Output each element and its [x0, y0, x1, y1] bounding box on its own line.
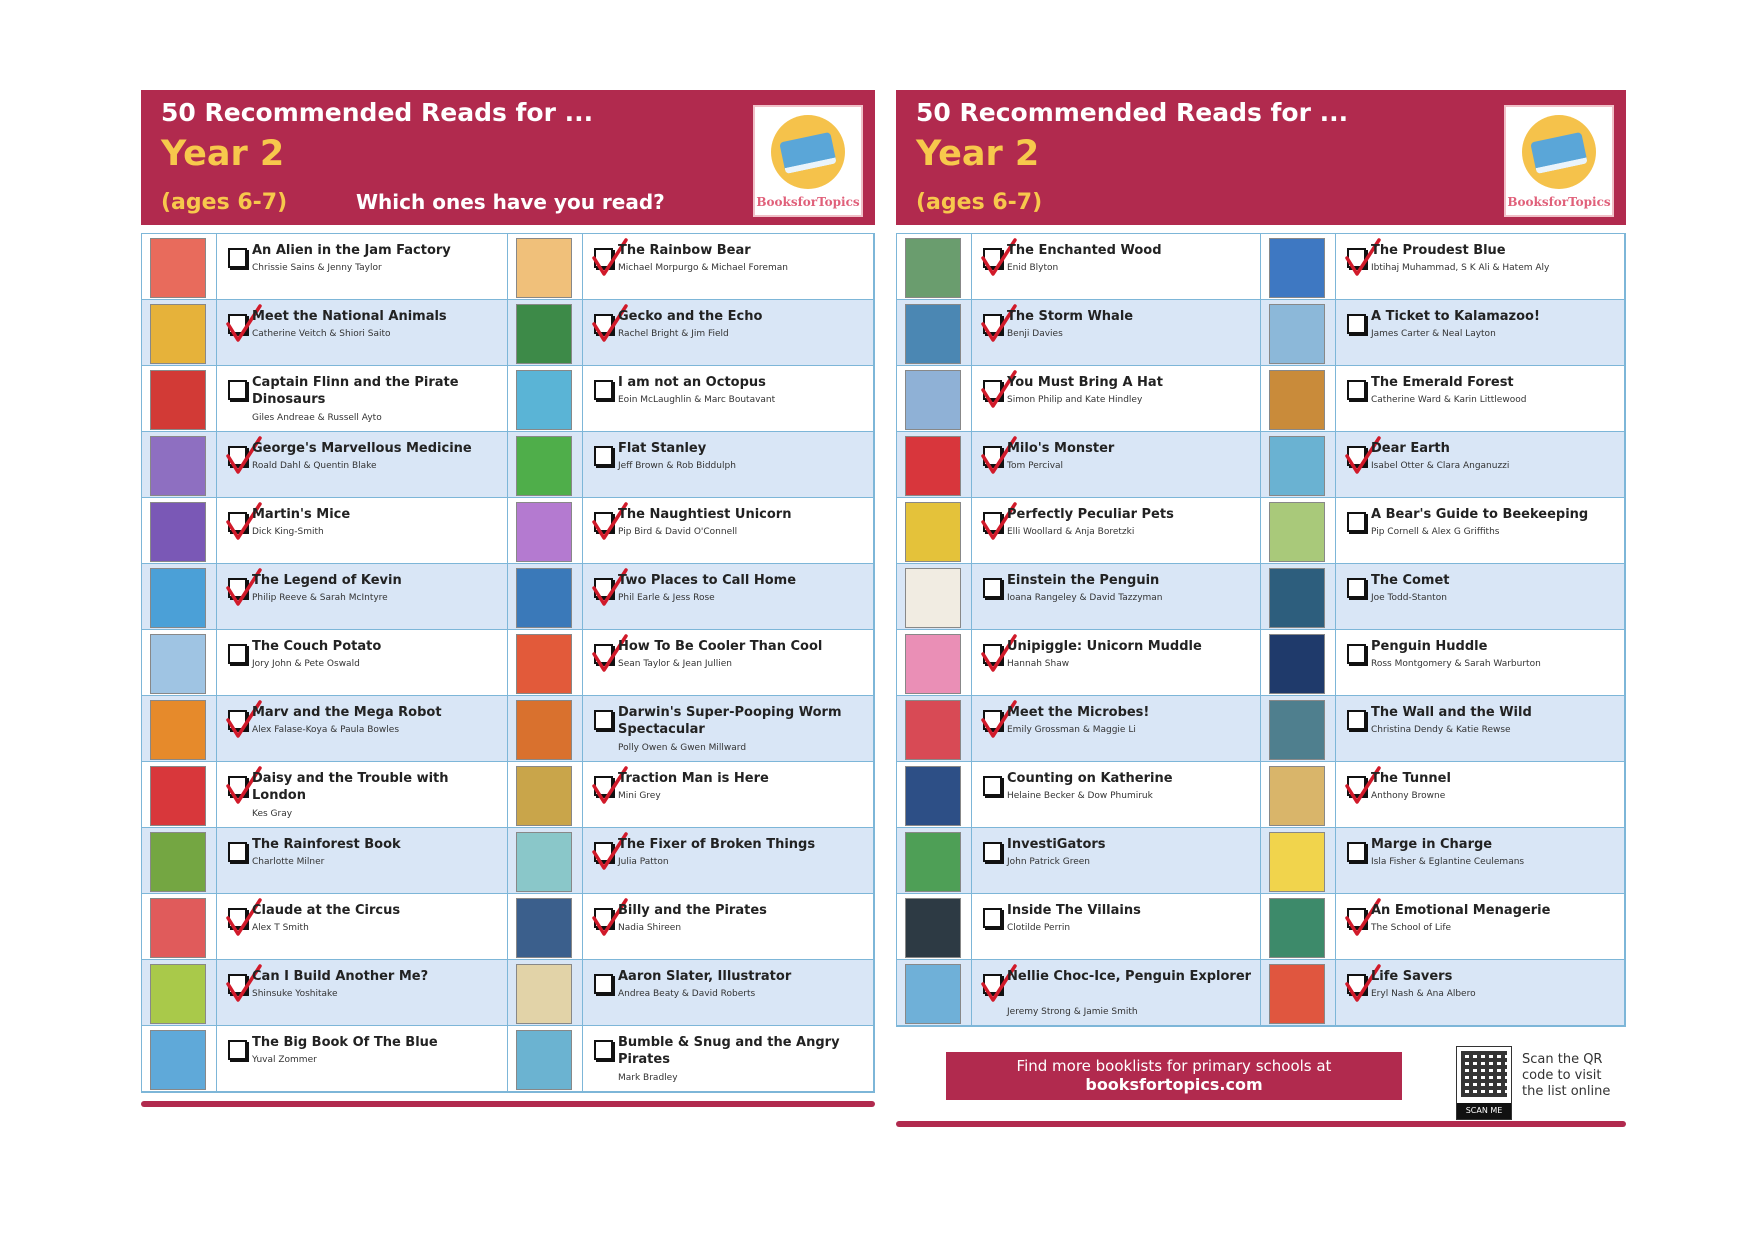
header-question: Which ones have you read? [356, 190, 665, 214]
cell-divider [971, 564, 972, 629]
book-row [142, 894, 508, 960]
book-row [142, 300, 508, 366]
cell-divider [1335, 432, 1336, 497]
cell-divider [216, 630, 217, 695]
book-cover [150, 436, 206, 496]
book-row [142, 762, 508, 828]
book-title: Einstein the Penguin [1007, 573, 1160, 588]
book-row [1261, 894, 1625, 960]
book-cover [1269, 964, 1325, 1024]
book-cover [905, 898, 961, 958]
cell-divider [216, 894, 217, 959]
cell-divider [582, 564, 583, 629]
find-more-banner [946, 1052, 1402, 1100]
header-title: 50 Recommended Reads for ... [916, 98, 1349, 127]
cell-divider [1335, 564, 1336, 629]
book-title: Aaron Slater, Illustrator [618, 969, 792, 984]
book-title: How To Be Cooler Than Cool [618, 639, 823, 654]
book-author: Polly Owen & Gwen Millward [618, 743, 747, 753]
cell-divider [216, 1026, 217, 1091]
book-row [508, 828, 874, 894]
book-title: Counting on Katherine [1007, 771, 1173, 786]
book-cover [1269, 436, 1325, 496]
book-author: Shinsuke Yoshitake [252, 989, 338, 999]
book-cover [150, 700, 206, 760]
cell-divider [216, 300, 217, 365]
book-author: Clotilde Perrin [1007, 923, 1071, 933]
book-author: Catherine Veitch & Shiori Saito [252, 329, 391, 339]
cell-divider [971, 762, 972, 827]
book-title: Gecko and the Echo [618, 309, 763, 324]
book-cover [905, 436, 961, 496]
book-row [508, 498, 874, 564]
read-checkbox[interactable] [594, 710, 613, 730]
book-title: Billy and the Pirates [618, 903, 767, 918]
cell-divider [216, 564, 217, 629]
book-author: Julia Patton [618, 857, 669, 867]
left-page [141, 90, 875, 1107]
book-author: Alex T Smith [252, 923, 309, 933]
book-row [508, 762, 874, 828]
read-checkbox[interactable] [594, 974, 613, 994]
book-author: Emily Grossman & Maggie Li [1007, 725, 1136, 735]
book-row [897, 762, 1261, 828]
book-row [142, 960, 508, 1026]
book-row [142, 498, 508, 564]
cell-divider [582, 696, 583, 761]
cell-divider [582, 1026, 583, 1091]
book-cover [905, 766, 961, 826]
logo-text: BooksforTopics [1507, 195, 1611, 209]
book-row [508, 960, 874, 1026]
book-row [897, 300, 1261, 366]
cell-divider [971, 894, 972, 959]
book-cover [516, 238, 572, 298]
booksfortopics-logo [1504, 105, 1614, 217]
book-row [142, 234, 508, 300]
cell-divider [971, 696, 972, 761]
book-author: Anthony Browne [1371, 791, 1446, 801]
book-author: Michael Morpurgo & Michael Foreman [618, 263, 788, 273]
header-title: 50 Recommended Reads for ... [161, 98, 594, 127]
cell-divider [971, 300, 972, 365]
cell-divider [216, 960, 217, 1025]
qr-label: SCAN ME [1457, 1103, 1511, 1119]
scan-instructions: Scan the QR code to visit the list online [1522, 1052, 1611, 1099]
book-cover [516, 1030, 572, 1090]
book-title: I am not an Octopus [618, 375, 766, 390]
book-title: Bumble & Snug and the Angry Pirates [618, 1035, 840, 1067]
cell-divider [582, 762, 583, 827]
read-checkbox[interactable] [228, 380, 247, 400]
logo-text: BooksforTopics [756, 195, 860, 209]
cell-divider [1335, 234, 1336, 299]
book-title: Martin's Mice [252, 507, 351, 522]
book-author: Tom Percival [1007, 461, 1064, 471]
cell-divider [582, 828, 583, 893]
book-author: Eoin McLaughlin & Marc Boutavant [618, 395, 776, 405]
book-title: An Alien in the Jam Factory [252, 243, 451, 258]
book-title: The Emerald Forest [1371, 375, 1514, 390]
book-row [142, 366, 508, 432]
book-cover [516, 568, 572, 628]
book-cover [516, 898, 572, 958]
read-checkbox[interactable] [228, 842, 247, 862]
book-author: Sean Taylor & Jean Jullien [618, 659, 732, 669]
book-row [1261, 828, 1625, 894]
book-cover [1269, 634, 1325, 694]
cell-divider [971, 960, 972, 1025]
book-author: Eryl Nash & Ana Albero [1371, 989, 1476, 999]
book-row [508, 432, 874, 498]
read-checkbox[interactable] [1347, 578, 1366, 598]
book-title: Flat Stanley [618, 441, 707, 456]
book-title: Inside The Villains [1007, 903, 1141, 918]
read-checkbox[interactable] [594, 446, 613, 466]
book-row [897, 828, 1261, 894]
book-title: A Ticket to Kalamazoo! [1371, 309, 1540, 324]
header-ages: (ages 6-7) [916, 190, 1043, 215]
book-title: The Naughtiest Unicorn [618, 507, 792, 522]
book-row [897, 498, 1261, 564]
book-row [508, 894, 874, 960]
read-checkbox[interactable] [228, 1040, 247, 1060]
book-title: Dear Earth [1371, 441, 1450, 456]
book-title: Life Savers [1371, 969, 1453, 984]
book-row [897, 564, 1261, 630]
book-cover [516, 832, 572, 892]
book-row [508, 234, 874, 300]
book-row [897, 894, 1261, 960]
cell-divider [216, 498, 217, 563]
book-author: James Carter & Neal Layton [1371, 329, 1496, 339]
book-title: A Bear's Guide to Beekeeping [1371, 507, 1589, 522]
book-author: Jeff Brown & Rob Biddulph [618, 461, 736, 471]
book-author: Yuval Zommer [252, 1055, 317, 1065]
book-author: Elli Woollard & Anja Boretzki [1007, 527, 1135, 537]
book-row [897, 366, 1261, 432]
book-author: Ioana Rangeley & David Tazzyman [1007, 593, 1163, 603]
book-title: The Proudest Blue [1371, 243, 1506, 258]
cell-divider [1335, 960, 1336, 1025]
book-cover [516, 304, 572, 364]
read-checkbox[interactable] [983, 842, 1002, 862]
book-cover [1269, 898, 1325, 958]
book-author: Giles Andreae & Russell Ayto [252, 413, 382, 423]
book-title: An Emotional Menagerie [1371, 903, 1551, 918]
cell-divider [582, 894, 583, 959]
book-author: Christina Dendy & Katie Rewse [1371, 725, 1511, 735]
book-title: Darwin's Super-Pooping Worm Spectacular [618, 705, 842, 737]
book-cover [150, 238, 206, 298]
book-cover [516, 436, 572, 496]
book-cover [905, 304, 961, 364]
book-title: The Couch Potato [252, 639, 382, 654]
cell-divider [971, 432, 972, 497]
page-header [141, 90, 875, 225]
read-checkbox[interactable] [594, 380, 613, 400]
cell-divider [1335, 630, 1336, 695]
book-row [1261, 564, 1625, 630]
cell-divider [216, 696, 217, 761]
book-author: The School of Life [1371, 923, 1452, 933]
book-title: Claude at the Circus [252, 903, 401, 918]
book-title: The Legend of Kevin [252, 573, 402, 588]
cell-divider [1335, 762, 1336, 827]
book-cover [1269, 238, 1325, 298]
book-title: Nellie Choc-Ice, Penguin Explorer [1007, 969, 1252, 984]
right-page [896, 90, 1626, 1127]
book-row [1261, 432, 1625, 498]
book-row [142, 1026, 508, 1092]
book-title: Can I Build Another Me? [252, 969, 429, 984]
book-title: Meet the Microbes! [1007, 705, 1150, 720]
cell-divider [216, 234, 217, 299]
book-author: Chrissie Sains & Jenny Taylor [252, 263, 382, 273]
cell-divider [582, 234, 583, 299]
cell-divider [582, 498, 583, 563]
book-cover [1269, 304, 1325, 364]
book-row [897, 234, 1261, 300]
read-checkbox[interactable] [983, 776, 1002, 796]
book-cover [905, 634, 961, 694]
cell-divider [1335, 366, 1336, 431]
cell-divider [1335, 894, 1336, 959]
book-row [1261, 630, 1625, 696]
book-cover [150, 766, 206, 826]
book-cover [150, 832, 206, 892]
book-author: Andrea Beaty & David Roberts [618, 989, 756, 999]
cell-divider [216, 828, 217, 893]
footer-rule [896, 1121, 1626, 1127]
book-title: The Comet [1371, 573, 1450, 588]
cell-divider [1335, 300, 1336, 365]
book-title: The Storm Whale [1007, 309, 1134, 324]
book-cover [905, 700, 961, 760]
book-cover [905, 370, 961, 430]
book-title: The Enchanted Wood [1007, 243, 1162, 258]
book-row [897, 630, 1261, 696]
read-checkbox[interactable] [228, 644, 247, 664]
book-cover [516, 964, 572, 1024]
book-cover [150, 370, 206, 430]
book-author: John Patrick Green [1007, 857, 1090, 867]
book-cover [1269, 832, 1325, 892]
book-title: Penguin Huddle [1371, 639, 1488, 654]
book-title: Milo's Monster [1007, 441, 1115, 456]
book-row [1261, 696, 1625, 762]
book-row [897, 432, 1261, 498]
find-more-text: Find more booklists for primary schools at [1016, 1057, 1332, 1075]
book-cover [150, 634, 206, 694]
book-author: Mini Grey [618, 791, 661, 801]
header-year: Year 2 [916, 134, 1040, 174]
book-author: Jeremy Strong & Jamie Smith [1007, 1007, 1138, 1017]
book-title: Marge in Charge [1371, 837, 1493, 852]
book-cover [150, 1030, 206, 1090]
book-author: Nadia Shireen [618, 923, 682, 933]
book-author: Alex Falase-Koya & Paula Bowles [252, 725, 400, 735]
book-author: Simon Philip and Kate Hindley [1007, 395, 1143, 405]
read-checkbox[interactable] [594, 1040, 613, 1060]
booksfortopics-logo [753, 105, 863, 217]
book-grid [141, 233, 875, 1093]
book-cover [905, 502, 961, 562]
cell-divider [216, 366, 217, 431]
book-cover [150, 898, 206, 958]
cell-divider [1335, 828, 1336, 893]
book-title: Daisy and the Trouble with London [252, 771, 449, 803]
cell-divider [216, 762, 217, 827]
book-cover [150, 964, 206, 1024]
book-title: Two Places to Call Home [618, 573, 797, 588]
book-row [1261, 366, 1625, 432]
cell-divider [582, 432, 583, 497]
book-author: Ross Montgomery & Sarah Warburton [1371, 659, 1541, 669]
book-row [897, 696, 1261, 762]
book-author: Pip Cornell & Alex G Griffiths [1371, 527, 1500, 537]
book-row [142, 828, 508, 894]
book-cover [1269, 502, 1325, 562]
book-author: Philip Reeve & Sarah McIntyre [252, 593, 388, 603]
read-checkbox[interactable] [228, 248, 247, 268]
header-ages: (ages 6-7) [161, 190, 288, 215]
book-cover [150, 304, 206, 364]
website-link[interactable]: booksfortopics.com [1085, 1075, 1263, 1094]
book-cover [905, 964, 961, 1024]
read-checkbox[interactable] [1347, 512, 1366, 532]
book-title: InvestiGators [1007, 837, 1106, 852]
book-cover [905, 568, 961, 628]
book-row [1261, 300, 1625, 366]
book-title: The Rainbow Bear [618, 243, 751, 258]
book-title: Meet the National Animals [252, 309, 447, 324]
cell-divider [1335, 696, 1336, 761]
read-checkbox[interactable] [1347, 710, 1366, 730]
book-author: Hannah Shaw [1007, 659, 1070, 669]
book-author: Kes Gray [252, 809, 293, 819]
cell-divider [582, 960, 583, 1025]
read-checkbox[interactable] [983, 578, 1002, 598]
book-grid [896, 233, 1626, 1027]
book-cover [516, 634, 572, 694]
cell-divider [971, 828, 972, 893]
book-row [142, 432, 508, 498]
book-row [1261, 960, 1625, 1026]
book-cover [1269, 370, 1325, 430]
book-cover [905, 832, 961, 892]
cell-divider [582, 300, 583, 365]
book-row [142, 630, 508, 696]
book-cover [905, 238, 961, 298]
book-author: Helaine Becker & Dow Phumiruk [1007, 791, 1153, 801]
book-cover [516, 502, 572, 562]
header-year: Year 2 [161, 134, 285, 174]
book-title: You Must Bring A Hat [1007, 375, 1163, 390]
book-author: Enid Blyton [1007, 263, 1059, 273]
page-header [896, 90, 1626, 225]
book-author: Catherine Ward & Karin Littlewood [1371, 395, 1527, 405]
book-author: Isabel Otter & Clara Anganuzzi [1371, 461, 1510, 471]
book-author: Rachel Bright & Jim Field [618, 329, 729, 339]
book-row [897, 960, 1261, 1026]
book-author: Benji Davies [1007, 329, 1063, 339]
book-cover [516, 370, 572, 430]
book-row [508, 366, 874, 432]
book-cover [516, 766, 572, 826]
book-author: Ibtihaj Muhammad, S K Ali & Hatem Aly [1371, 263, 1550, 273]
book-title: The Big Book Of The Blue [252, 1035, 438, 1050]
read-checkbox[interactable] [983, 908, 1002, 928]
cell-divider [971, 630, 972, 695]
book-cover [150, 568, 206, 628]
book-cover [1269, 766, 1325, 826]
cell-divider [582, 366, 583, 431]
book-title: Traction Man is Here [618, 771, 769, 786]
book-row [508, 300, 874, 366]
book-author: Roald Dahl & Quentin Blake [252, 461, 377, 471]
cell-divider [971, 366, 972, 431]
book-row [508, 564, 874, 630]
book-row [508, 1026, 874, 1092]
book-author: Isla Fisher & Eglantine Ceulemans [1371, 857, 1525, 867]
cell-divider [582, 630, 583, 695]
book-title: The Tunnel [1371, 771, 1451, 786]
book-row [1261, 498, 1625, 564]
book-author: Joe Todd-Stanton [1371, 593, 1447, 603]
read-checkbox[interactable] [1347, 842, 1366, 862]
read-checkbox[interactable] [1347, 380, 1366, 400]
book-cover [516, 700, 572, 760]
book-title: The Fixer of Broken Things [618, 837, 816, 852]
book-row [508, 696, 874, 762]
book-row [142, 696, 508, 762]
book-title: George's Marvellous Medicine [252, 441, 472, 456]
book-title: Captain Flinn and the Pirate Dinosaurs [252, 375, 459, 407]
book-title: Perfectly Peculiar Pets [1007, 507, 1174, 522]
footer-rule [141, 1101, 875, 1107]
book-row [1261, 234, 1625, 300]
cell-divider [1335, 498, 1336, 563]
book-author: Dick King-Smith [252, 527, 324, 537]
cell-divider [971, 234, 972, 299]
book-title: The Rainforest Book [252, 837, 401, 852]
read-checkbox[interactable] [1347, 644, 1366, 664]
book-author: Mark Bradley [618, 1073, 678, 1083]
book-title: The Wall and the Wild [1371, 705, 1532, 720]
cell-divider [216, 432, 217, 497]
qr-code[interactable] [1456, 1046, 1512, 1120]
book-title: Marv and the Mega Robot [252, 705, 442, 720]
book-row [142, 564, 508, 630]
book-row [508, 630, 874, 696]
cell-divider [971, 498, 972, 563]
book-author: Jory John & Pete Oswald [252, 659, 360, 669]
read-checkbox[interactable] [1347, 314, 1366, 334]
book-title: Unipiggle: Unicorn Muddle [1007, 639, 1202, 654]
book-row [1261, 762, 1625, 828]
book-author: Pip Bird & David O'Connell [618, 527, 738, 537]
book-cover [150, 502, 206, 562]
book-cover [1269, 700, 1325, 760]
book-author: Phil Earle & Jess Rose [618, 593, 715, 603]
book-cover [1269, 568, 1325, 628]
qr-code-icon [1461, 1051, 1507, 1097]
book-author: Charlotte Milner [252, 857, 325, 867]
